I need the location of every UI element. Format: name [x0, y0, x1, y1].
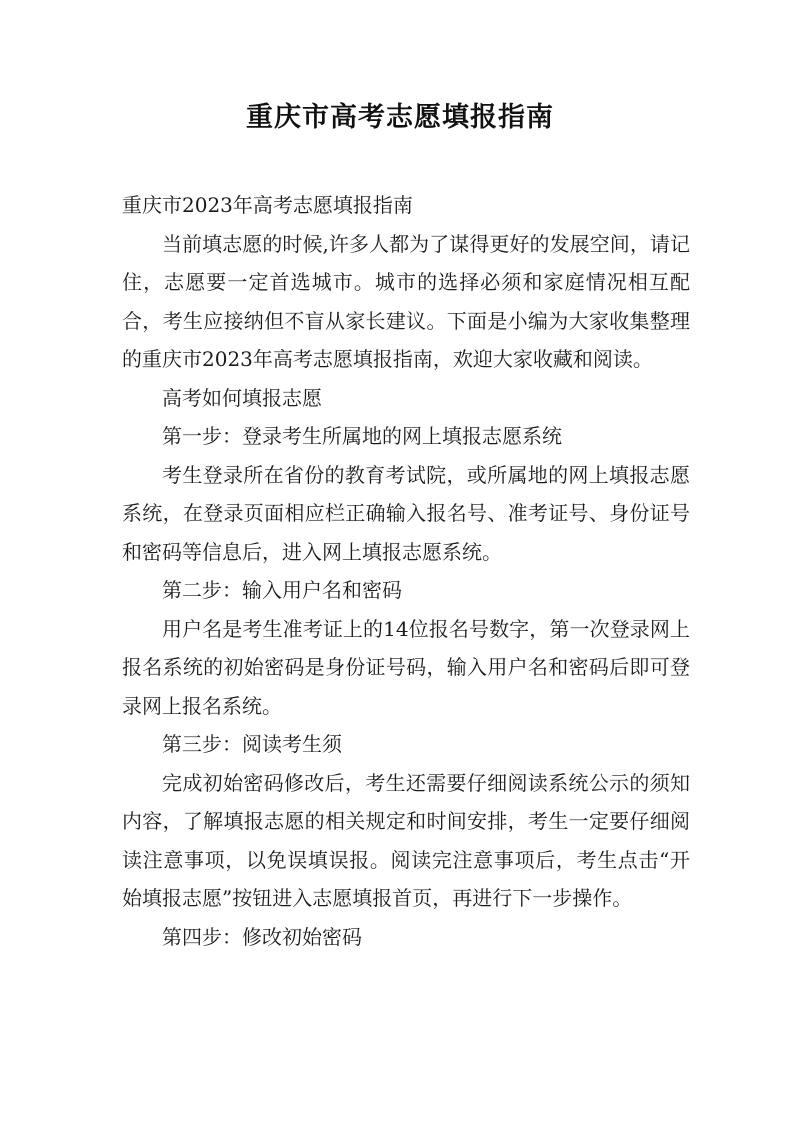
document-title: 重庆市高考志愿填报指南 — [246, 102, 554, 133]
section-heading: 高考如何填报志愿 — [162, 385, 322, 410]
step-2-heading: 第二步：输入用户名和密码 — [162, 578, 402, 602]
paragraph-intro: 当前填志愿的时候,许多人都为了谋得更好的发展空间，请记住，志愿要一定首选城市。城市的选择必须和家庭情况相互配合，考生应接纳但不盲从家长建议。下面是小编为大家收集整理的重庆市2023年高考志愿填报指南，欢迎大家收藏和阅读。 — [122, 231, 690, 371]
step-3-body: 完成初始密码修改后，考生还需要仔细阅读系统公示的须知内容，了解填报志愿的相关规定和时间安排，考生一定要仔细阅读注意事项，以免误填误报。阅读完注意事项后，考生点击“开始填报志愿”按钮进入志愿填报首页，再进行下一步操作。 — [122, 770, 690, 910]
step-3-heading: 第三步：阅读考生须 — [162, 732, 342, 756]
step-1-body: 考生登录所在省份的教育考试院，或所属地的网上填报志愿系统，在登录页面相应栏正确输入报名号、准考证号、身份证号和密码等信息后，进入网上填报志愿系统。 — [122, 462, 690, 564]
step-4-heading: 第四步：修改初始密码 — [162, 924, 362, 949]
paragraph-subtitle: 重庆市2023年高考志愿填报指南 — [122, 193, 413, 217]
document-body — [122, 186, 690, 956]
step-1-heading: 第一步：登录考生所属地的网上填报志愿系统 — [162, 424, 562, 448]
step-2-body: 用户名是考生准考证上的14位报名号数字，第一次登录网上报名系统的初始密码是身份证号码，输入用户名和密码后即可登录网上报名系统。 — [122, 616, 690, 718]
